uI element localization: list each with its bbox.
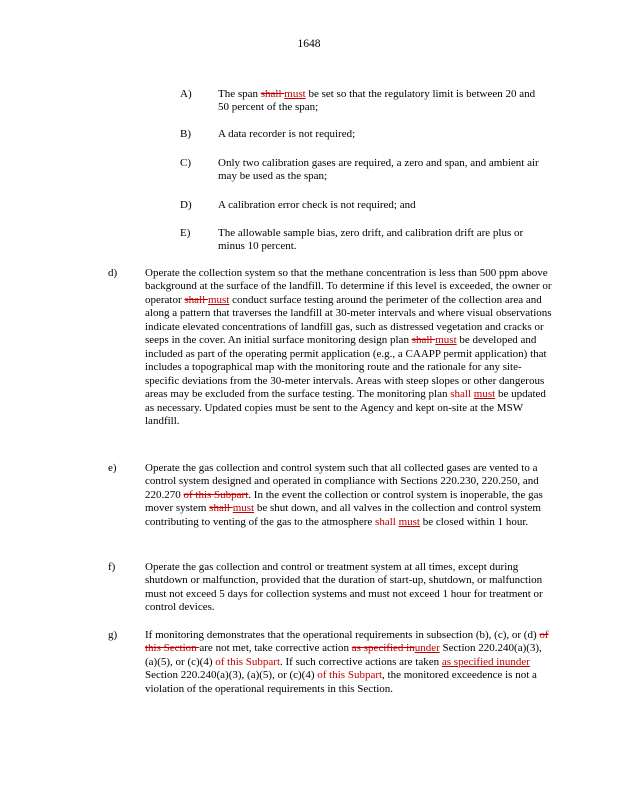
item-text bbox=[218, 157, 548, 183]
text-run: . In the event the collection or control system is inoperable, the gas mover system bbox=[145, 488, 543, 515]
item-label: d) bbox=[108, 267, 118, 279]
inserted-text: must bbox=[435, 334, 457, 347]
deleted-text: shall bbox=[209, 502, 233, 515]
text-run: be closed within 1 hour. bbox=[419, 515, 529, 528]
text-run: . If such corrective actions are taken bbox=[280, 655, 442, 668]
item-text bbox=[218, 227, 548, 253]
item-text bbox=[145, 267, 555, 428]
item-text bbox=[218, 128, 548, 141]
item-text bbox=[145, 462, 555, 529]
text-run: The span bbox=[218, 88, 261, 100]
item-label: e) bbox=[108, 462, 117, 474]
item-label: D) bbox=[180, 199, 192, 211]
item-label: C) bbox=[180, 157, 191, 169]
item-label: E) bbox=[180, 227, 191, 239]
item-label: A) bbox=[180, 88, 192, 100]
inserted-text: must bbox=[398, 515, 420, 528]
item-label: B) bbox=[180, 128, 191, 140]
inserted-text: under bbox=[414, 642, 440, 655]
inserted-text: must bbox=[284, 88, 306, 100]
inserted-text: under bbox=[504, 655, 530, 668]
deleted-text: of this Subpart bbox=[183, 488, 249, 501]
text-run: , the monitored exceedence is not a violation of the operational requirements in this Section. bbox=[145, 669, 537, 695]
inserted-text: must bbox=[473, 388, 496, 401]
item-label: g) bbox=[108, 629, 118, 641]
revision-text: of this Subpart bbox=[317, 669, 383, 682]
inserted-text: must bbox=[232, 502, 255, 515]
inserted-text: must bbox=[207, 293, 230, 306]
deleted-text: as specified in bbox=[351, 642, 415, 655]
text-run: be set so that the regulatory limit is between 20 and 50 percent of the span; bbox=[218, 88, 536, 114]
item-text bbox=[218, 199, 548, 212]
revision-text: of this Subpart bbox=[215, 655, 281, 668]
revision-text: shall bbox=[450, 388, 474, 401]
text-run: Section 220.240(a)(3), (a)(5), or (c)(4) bbox=[145, 642, 542, 668]
text-run: If monitoring demonstrates that the operational requirements in subsection (b), (c), or (d) bbox=[145, 629, 540, 641]
item-text bbox=[218, 88, 548, 114]
text-run: Operate the collection system so that the methane concentration is less than 500 ppm above background at the surface of the landfill. To determine if this level is exceeded, the owner or operator bbox=[145, 267, 552, 306]
inserted-text: as specified in bbox=[441, 655, 505, 668]
text-run: be developed and included as part of the operating permit application (e.g., a CAAPP permit application) that includes a topographical map with the monitoring route and the rationale for any site-specific deviations from the 30-meter intervals. Areas with steep slopes or other dangerous areas may be excluded from the surface testing. The monitoring plan bbox=[145, 334, 547, 401]
text-run: Only two calibration gases are required, a zero and span, and ambient air may be used as the span; bbox=[218, 157, 539, 183]
deleted-text: of this Section bbox=[145, 629, 549, 655]
text-run: Operate the gas collection and control system such that all collected gases are vented to a control system designed and operated in compliance with Sections 220.230, 220.250, and 220.270 bbox=[145, 462, 539, 501]
item-label: f) bbox=[108, 561, 116, 573]
text-run: Section 220.240(a)(3), (a)(5), or (c)(4) bbox=[145, 669, 318, 682]
deleted-text: shall bbox=[411, 334, 436, 347]
text-run: be updated as necessary. Updated copies must be sent to the Agency and kept on-site at the MSW landfill. bbox=[145, 388, 546, 427]
text-run: be shut down, and all valves in the collection and control system contributing to venting of the gas to the atmosphere bbox=[145, 502, 541, 528]
text-run: A data recorder is not required; bbox=[218, 128, 356, 140]
text-run: conduct surface testing around the perimeter of the collection area and along a pattern that traverses the landfill at 30-meter intervals and where visual observations indicate elevated concentrations of landfill gas, such as distressed vegetation and cracks or seeps in the cover. An initial surface monitoring design plan bbox=[145, 293, 552, 347]
text-run: A calibration error check is not required; and bbox=[218, 199, 416, 211]
page-number: 1648 bbox=[297, 38, 321, 50]
deleted-text: shall bbox=[260, 88, 285, 100]
revision-text: shall bbox=[375, 515, 399, 528]
text-run: The allowable sample bias, zero drift, and calibration drift are plus or minus 10 percent. bbox=[218, 227, 524, 253]
text-run: Operate the gas collection and control or treatment system at all times, except during shutdown or malfunction, provided that the duration of start-up, shutdown, or malfunction must not exceed 5 days for collection systems and must not exceed 1 hour for treatment or control devices. bbox=[145, 561, 543, 614]
item-text bbox=[145, 629, 555, 696]
item-text bbox=[145, 561, 555, 615]
text-run: are not met, take corrective action bbox=[199, 642, 352, 655]
deleted-text: shall bbox=[184, 293, 208, 306]
